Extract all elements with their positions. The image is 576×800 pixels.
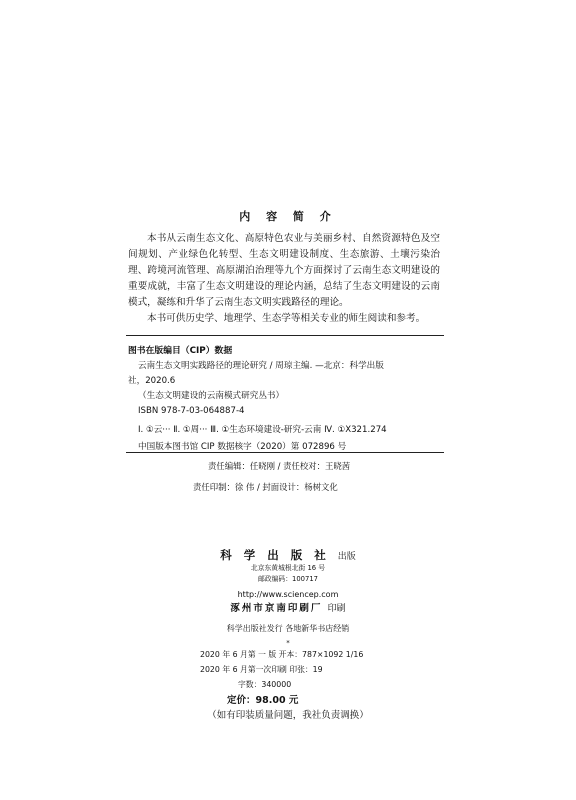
cip-series: （生态文明建设的云南模式研究丛书） — [138, 391, 285, 401]
price: 定价：98.00 元 — [227, 695, 299, 706]
publication-info — [200, 647, 400, 708]
publisher-url: http://www.sciencep.com — [237, 590, 339, 599]
cip-isbn: ISBN 978-7-03-064887-4 — [138, 406, 245, 416]
publisher-name-suffix: 出版 — [337, 552, 356, 562]
abstract-paragraph: 本书可供历史学、地理学、生态学等相关专业的师生阅读和参考。 — [147, 313, 426, 324]
distribution: 科学出版社发行 各地新华书店经销 — [226, 624, 350, 633]
cip-title-line: 云南生态文明实践路径的理论研究 / 周琼主编. —北京：科学出版 — [138, 361, 384, 371]
cip-data-block — [128, 344, 440, 455]
quality-notice: （如有印装质量问题，我社负责调换） — [207, 710, 369, 721]
wordcount-line: 字数：340000 — [238, 680, 292, 689]
publisher-postcode: 邮政编码：100717 — [258, 575, 318, 583]
editor-credits: 责任编辑：任晓刚 / 责任校对：王晓茜 — [208, 461, 351, 471]
printer-name: 涿州市京南印刷厂 — [230, 603, 323, 614]
cip-number: 中国版本图书馆 CIP 数据核字（2020）第 072896 号 — [138, 442, 347, 452]
top-divider — [126, 335, 444, 336]
printing-line: 2020 年 6 月第一次印刷 印张：19 — [200, 665, 323, 674]
cip-title-line-2: 社，2020.6 — [128, 376, 176, 386]
publisher-address: 北京东黄城根北街 16 号 — [250, 564, 326, 572]
printer — [0, 601, 576, 617]
publisher-name-text: 科 学 出 版 社 — [220, 548, 330, 562]
production-credits: 责任印制：徐 伟 / 封面设计：杨树文化 — [193, 482, 338, 492]
bottom-divider — [126, 452, 444, 453]
publisher-block — [0, 547, 576, 647]
printer-suffix: 印刷 — [327, 604, 346, 614]
cip-classification: Ⅰ. ①云··· Ⅱ. ①周··· Ⅲ. ①生态环境建设-研究-云南 Ⅳ. ①X321.274 — [138, 425, 387, 435]
abstract-title: 内 容 简 介 — [239, 210, 337, 223]
cip-heading: 图书在版编目（CIP）数据 — [128, 346, 233, 356]
abstract-paragraph: 本书从云南生态文化、高原特色农业与美丽乡村、自然资源特色及空间规划、产业绿色化转型、生态文明建设制度、生态旅游、土壤污染治理、跨境河流管理、高原湖泊治理等九个方面探讨了云南生态文明建设的重要成就，丰富了生态文明建设的理论内涵，总结了生态文明建设的云南模式，凝练和升华了云南生态文明实践路径的理论。 — [128, 233, 440, 308]
separator-star: * — [286, 639, 290, 647]
publisher-name — [0, 547, 576, 563]
abstract-body — [128, 231, 440, 327]
edition-line: 2020 年 6 月第 一 版 开本：787×1092 1/16 — [200, 650, 364, 659]
